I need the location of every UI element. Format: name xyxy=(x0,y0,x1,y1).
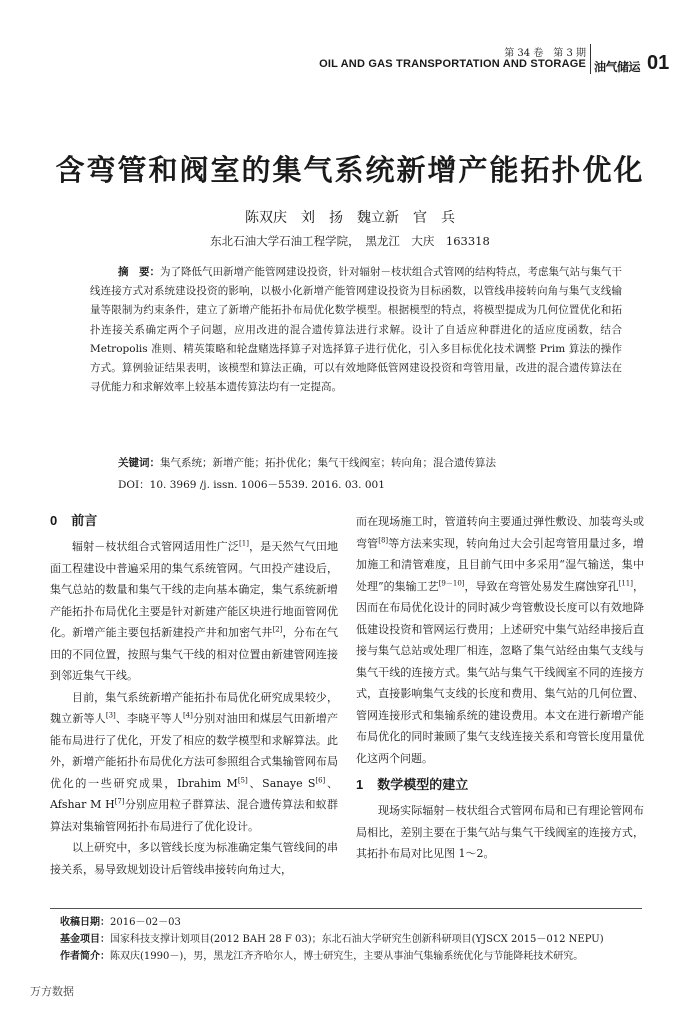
paragraph: 以上研究中，多以管线长度为标准确定集气管线间的串接关系，易导致规划设计后管线串接转向角过大， xyxy=(50,841,338,876)
keywords-text: 集气系统；新增产能；拓扑优化；集气干线阀室；转向角；混合遗传算法 xyxy=(160,457,496,469)
author-list: 陈双庆 刘 扬 魏立新 官 兵 xyxy=(245,210,455,226)
fund-info: 基金项目：国家科技支撑计划项目(2012 BAH 28 F 03)；东北石油大学研究生创新科研项目(YJSCX 2015－012 NEPU) xyxy=(60,934,604,945)
paragraph: 现场实际辐射－枝状组合式管网布局和已有理论管网布局相比，差别主要在于集气站与集气干线阀室的连接方式，其拓扑布局对比见图 1～2。 xyxy=(356,804,644,860)
keywords-label: 关键词： xyxy=(118,457,160,469)
keywords xyxy=(118,455,618,470)
citation: [7] xyxy=(114,797,125,806)
body-column-right xyxy=(356,511,644,865)
section-title: 前言 xyxy=(71,514,98,529)
paragraph: 目前，集气系统新增产能拓扑布局优化研究成果较少，魏立新等人[3]、李晓平等人[4]分别对油田和煤层气田新增产能布局进行了优化，开发了相应的数学模型和求解算法。此外，新增产能拓扑布局优化方法可参照组合式集输管网布局优化的一些研究成果，Ibrahim M[5]、Sanaye S[6]、Afshar M H[7]分别应用粒子群算法、混合遗传算法和蚁群算法对集输管网拓扑布局进行了优化设计。 xyxy=(50,690,339,833)
journal-issue: 第 34 卷 第 3 期 xyxy=(504,48,586,59)
journal-name: OIL AND GAS TRANSPORTATION AND STORAGE xyxy=(319,58,586,70)
paragraph: 而在现场施工时，管道转向主要通过弹性敷设、加装弯头或弯管[8]等方法来实现，转向角过大会引起弯管用量过多，增加施工和清管难度，且目前气田中多采用“湿气输送，集中处理”的集输工艺[9－10]，导致在弯管处易发生腐蚀穿孔[11]，因而在布局优化设计的同时减少弯管敷设长度可以有效地降低建设投资和管网运行费用；上述研究中集气站经串接后直接与集气总站或处理厂相连，忽略了集气站经由集气支线与集气干线的连接方式。集气站与集气干线阀室不同的连接方式，直接影响集气支线的长度和费用、集气站的几何位置、管网连接形式和集输系统的建设费用。本文在进行新增产能布局优化的同时兼顾了集气支线连接关系和弯管长度用量优化这两个问题。 xyxy=(356,515,645,765)
section-heading xyxy=(50,511,338,532)
body-column-left xyxy=(50,511,338,880)
citation: [1] xyxy=(239,539,249,548)
citation: [8] xyxy=(378,535,389,544)
citation: [4] xyxy=(182,711,193,720)
abstract xyxy=(90,263,622,397)
doi: DOI：10. 3969 /j. issn. 1006－5539. 2016. 03. 001 xyxy=(118,479,385,491)
abstract-label: 摘 要： xyxy=(118,266,160,278)
header-divider xyxy=(590,44,591,74)
section-heading xyxy=(356,775,644,796)
section-number: 0 xyxy=(50,513,58,528)
citation: [9－10] xyxy=(438,578,465,587)
section-title: 数学模型的建立 xyxy=(377,778,469,793)
citation: [3] xyxy=(105,711,116,720)
footnotes xyxy=(60,914,660,965)
page-number: 01 xyxy=(647,52,670,74)
citation: [2] xyxy=(272,625,283,634)
paragraph: 辐射－枝状组合式管网适用性广泛[1]，是天然气气田地面工程建设中普遍采用的集气系统管网。气田投产建设后，集气总站的数量和集气干线的走向基本确定，集气系统新增产能拓扑布局优化主要是针对新建产能区块进行地面管网优化。新增产能主要包括新建投产井和加密气井[2]，分布在气田的不同位置，按照与集气干线的相对位置由新建管网连接到邻近集气干线。 xyxy=(50,539,339,682)
wanfang-watermark: 万方数据 xyxy=(30,985,74,998)
received-date: 收稿日期：2016－02－03 xyxy=(60,917,181,928)
journal-logo: 油气储运 xyxy=(594,60,641,74)
citation: [11] xyxy=(618,578,633,587)
abstract-text: 为了降低气田新增产能管网建设投资，针对辐射－枝状组合式管网的结构特点，考虑集气站与集气干线连接方式对系统建设投资的影响，以极小化新增产能管网建设投资为目标函数，以管线串接转向角与集气支线输量等限制为约束条件，建立了新增产能拓扑布局优化数学模型。根据模型的特点，将模型提成为几何位置优化和拓扑连接关系确定两个子问题，应用改进的混合遗传算法进行求解。设计了自适应种群进化的适应度函数，结合 Metropolis 准则、精英策略和轮盘赌选择算子对选择算子进行优化，引入多目标优化技术调整 Prim 算法的操作方式。算例验证结果表明，该模型和算法正确，可以有效地降低管网建设投资和弯管用量，改进的混合遗传算法在寻优能力和求解效率上较基本遗传算法均有一定提高。 xyxy=(90,266,622,394)
author-bio: 作者简介：陈双庆(1990－)，男，黑龙江齐齐哈尔人，博士研究生，主要从事油气集输系统优化与节能降耗技术研究。 xyxy=(60,951,584,962)
citation: [5] xyxy=(237,775,248,784)
section-number: 1 xyxy=(356,777,364,792)
citation: [6] xyxy=(315,775,326,784)
affiliation: 东北石油大学石油工程学院， 黑龙江 大庆 163318 xyxy=(210,234,490,248)
paper-title: 含弯管和阀室的集气系统新增产能拓扑优化 xyxy=(55,153,645,187)
footnote-divider xyxy=(50,908,642,909)
